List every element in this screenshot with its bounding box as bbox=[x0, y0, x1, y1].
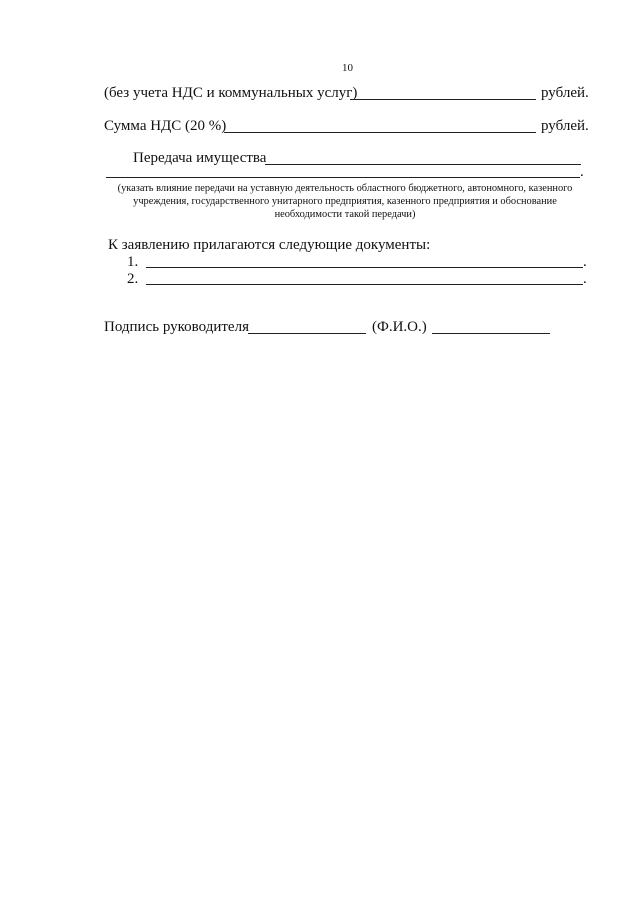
attachment-number-1: 1. bbox=[127, 254, 139, 270]
no-vat-blank bbox=[350, 99, 536, 100]
fio-label: (Ф.И.О.) bbox=[372, 319, 427, 335]
signature-label: Подпись руководителя bbox=[104, 319, 249, 335]
transfer-blank-2 bbox=[106, 177, 580, 178]
transfer-blank bbox=[265, 164, 581, 165]
transfer-label: Передача имущества bbox=[133, 150, 267, 166]
attachment-blank-2 bbox=[146, 284, 583, 285]
signature-blank bbox=[248, 333, 366, 334]
transfer-note: (указать влияние передачи на уставную деятельность областного бюджетного, автономного, казенного учреждения, государственного унитарного предприятия, казенного предприятия и обоснование необходимости такой передачи) bbox=[117, 183, 573, 220]
attachment-number-2: 2. bbox=[127, 271, 139, 287]
no-vat-label: (без учета НДС и коммунальных услуг) bbox=[104, 85, 358, 101]
fio-blank bbox=[432, 333, 550, 334]
page-number: 10 bbox=[342, 62, 353, 74]
vat-label: Сумма НДС (20 %) bbox=[104, 118, 227, 134]
vat-blank bbox=[224, 132, 536, 133]
attachments-heading: К заявлению прилагаются следующие документы: bbox=[108, 237, 431, 253]
transfer-period: . bbox=[580, 164, 584, 180]
attachment-blank-1 bbox=[146, 267, 583, 268]
rubles-label-1: рублей. bbox=[541, 85, 589, 101]
attachment-period-2: . bbox=[583, 271, 587, 287]
rubles-label-2: рублей. bbox=[541, 118, 589, 134]
attachment-period-1: . bbox=[583, 254, 587, 270]
